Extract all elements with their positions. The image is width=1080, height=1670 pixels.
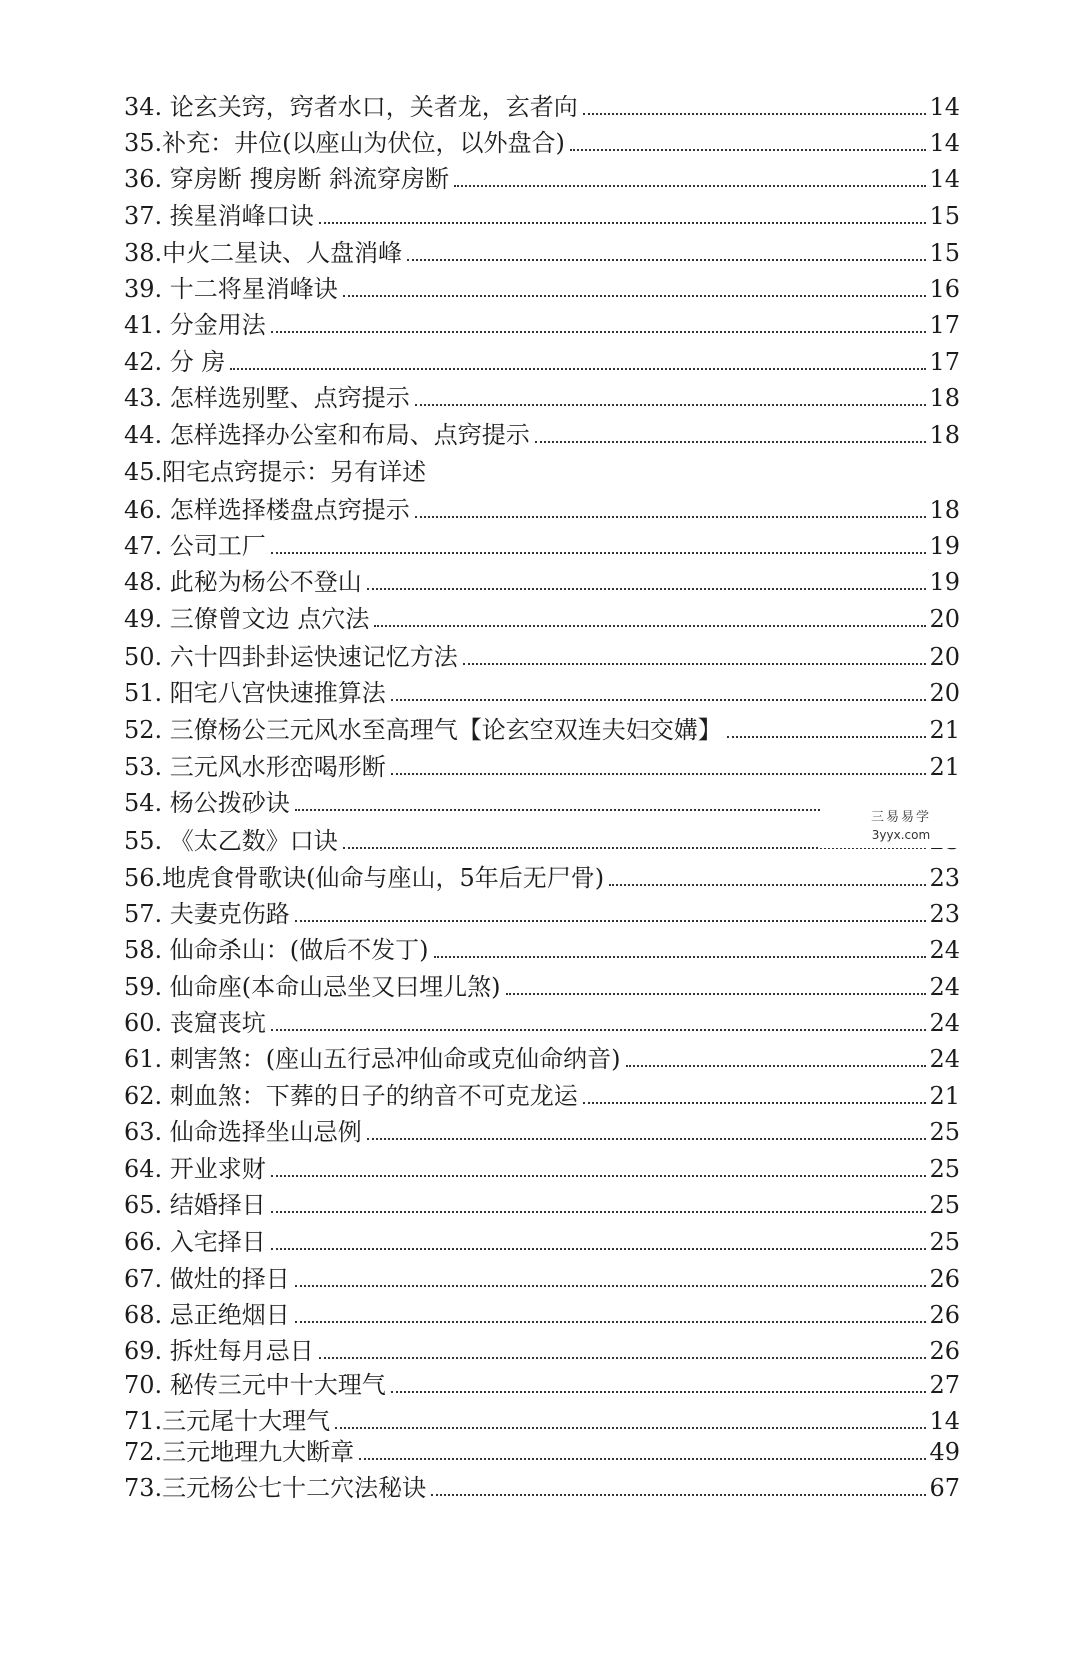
entry-title: 49. 三僚曾文边 点穴法 xyxy=(124,605,370,633)
toc-entry xyxy=(124,1111,960,1147)
dot-leader xyxy=(506,993,927,995)
entry-title: 51. 阳宅八宫快速推算法 xyxy=(124,679,386,707)
dot-leader xyxy=(374,625,926,627)
entry-title: 55. 《太乙数》口诀 xyxy=(124,827,338,855)
entry-title: 34. 论玄关窍，窍者水口，关者龙，玄者向 xyxy=(124,93,578,121)
entry-title: 56.地虎食骨歌诀(仙命与座山，5年后无尸骨) xyxy=(124,864,605,892)
dot-leader xyxy=(391,1391,927,1393)
dot-leader xyxy=(271,1029,927,1031)
dot-leader xyxy=(415,516,927,518)
toc-entry xyxy=(124,598,960,634)
entry-page-number: 18 xyxy=(929,384,960,412)
toc-entry xyxy=(124,561,960,597)
toc-entry xyxy=(124,1075,960,1111)
dot-leader xyxy=(367,588,927,590)
entry-title: 46. 怎样选择楼盘点窍提示 xyxy=(124,496,410,524)
entry-page-number: 19 xyxy=(929,568,960,596)
entry-title: 42. 分 房 xyxy=(124,348,226,376)
entry-title: 65. 结婚择日 xyxy=(124,1191,266,1219)
entry-page-number: 20 xyxy=(929,605,960,633)
entry-page-number: 14 xyxy=(929,129,960,157)
entry-page-number: 25 xyxy=(929,1191,960,1219)
entry-page-number: 67 xyxy=(929,1474,960,1502)
dot-leader xyxy=(271,331,927,333)
entry-title: 44. 怎样选择办公室和布局、点窍提示 xyxy=(124,421,530,449)
entry-page-number: 14 xyxy=(929,1407,960,1435)
entry-page-number: 21 xyxy=(929,753,960,781)
dot-leader xyxy=(295,1285,927,1287)
toc-entry xyxy=(124,636,960,672)
entry-title: 35.补充：井位(以座山为伏位，以外盘合) xyxy=(124,129,565,157)
entry-page-number: 21 xyxy=(929,1082,960,1110)
entry-page-number: 27 xyxy=(929,1371,960,1399)
watermark-brand: 三易易学 xyxy=(870,810,931,825)
toc-entry xyxy=(124,489,960,525)
toc-entry xyxy=(124,414,960,450)
toc-entry xyxy=(124,158,960,194)
entry-page-number: 24 xyxy=(929,1045,960,1073)
toc-entry xyxy=(124,232,960,268)
dot-leader xyxy=(295,1321,927,1323)
entry-page-number: 24 xyxy=(929,1009,960,1037)
toc-entry xyxy=(124,525,960,561)
entry-title: 61. 刺害煞：(座山五行忌冲仙命或克仙命纳音) xyxy=(124,1045,621,1073)
entry-page-number: 25 xyxy=(929,1228,960,1256)
dot-leader xyxy=(434,956,927,958)
entry-page-number: 18 xyxy=(929,421,960,449)
watermark-url: 3yyx.com xyxy=(871,828,931,842)
entry-title: 72.三元地理九大断章 xyxy=(124,1438,355,1466)
toc-entry xyxy=(124,1002,960,1038)
entry-page-number: 15 xyxy=(929,202,960,230)
toc-entry xyxy=(124,1148,960,1184)
entry-title: 53. 三元风水形峦喝形断 xyxy=(124,753,386,781)
entry-title: 71.三元尾十大理气 xyxy=(124,1407,331,1435)
entry-page-number: 23 xyxy=(929,864,960,892)
entry-title: 47. 公司工厂 xyxy=(124,532,266,560)
entry-page-number: 15 xyxy=(929,239,960,267)
toc-entry xyxy=(124,1294,960,1330)
entry-page-number: 19 xyxy=(929,532,960,560)
entry-title: 39. 十二将星消峰诀 xyxy=(124,275,338,303)
dot-leader xyxy=(535,441,927,443)
dot-leader xyxy=(727,736,927,738)
entry-title: 45.阳宅点窍提示：另有详述 xyxy=(124,458,427,486)
dot-leader xyxy=(319,222,927,224)
toc-entry xyxy=(124,1467,960,1503)
toc-entry xyxy=(124,268,960,304)
toc-entry xyxy=(124,86,960,122)
dot-leader xyxy=(271,552,927,554)
entry-title: 36. 穿房断 搜房断 斜流穿房断 xyxy=(124,165,450,193)
entry-page-number: 25 xyxy=(929,1118,960,1146)
dot-leader xyxy=(583,113,927,115)
toc-entry xyxy=(124,709,960,745)
dot-leader xyxy=(343,295,927,297)
entry-page-number: 24 xyxy=(929,973,960,1001)
toc-entry xyxy=(124,1258,960,1294)
entry-title: 41. 分金用法 xyxy=(124,311,266,339)
dot-leader xyxy=(271,1175,927,1177)
entry-page-number: 25 xyxy=(929,1155,960,1183)
toc-entry xyxy=(124,377,960,413)
toc-entry xyxy=(124,929,960,965)
entry-page-number: 26 xyxy=(929,1301,960,1329)
toc-entry xyxy=(124,122,960,158)
entry-page-number: 21 xyxy=(929,716,960,744)
toc-entry xyxy=(124,857,960,893)
entry-title: 43. 怎样选别墅、点窍提示 xyxy=(124,384,410,412)
toc-entry xyxy=(124,1038,960,1074)
entry-title: 37. 挨星消峰口诀 xyxy=(124,202,314,230)
dot-leader xyxy=(359,1458,926,1460)
entry-title: 48. 此秘为杨公不登山 xyxy=(124,568,362,596)
dot-leader xyxy=(319,1357,927,1359)
entry-title: 50. 六十四卦卦运快速记忆方法 xyxy=(124,643,458,671)
dot-leader xyxy=(570,149,927,151)
entry-title: 70. 秘传三元中十大理气 xyxy=(124,1371,386,1399)
entry-title: 59. 仙命座(本命山忌坐又曰埋儿煞) xyxy=(124,973,501,1001)
entry-title: 63. 仙命选择坐山忌例 xyxy=(124,1118,362,1146)
dot-leader xyxy=(609,884,926,886)
dot-leader xyxy=(626,1065,927,1067)
toc-entry xyxy=(124,1364,960,1400)
entry-title: 64. 开业求财 xyxy=(124,1155,266,1183)
dot-leader xyxy=(431,1494,926,1496)
entry-title: 67. 做灶的择日 xyxy=(124,1265,290,1293)
toc-entry xyxy=(124,746,960,782)
entry-page-number: 17 xyxy=(929,348,960,376)
entry-page-number: 26 xyxy=(929,1337,960,1365)
toc-entry xyxy=(124,1330,960,1366)
entry-page-number: 16 xyxy=(929,275,960,303)
toc-entry xyxy=(124,893,960,929)
entry-title: 52. 三僚杨公三元风水至高理气【论玄空双连夫妇交媾】 xyxy=(124,716,722,744)
entry-title: 73.三元杨公七十二穴法秘诀 xyxy=(124,1474,427,1502)
dot-leader xyxy=(407,259,926,261)
site-watermark xyxy=(820,800,982,848)
toc-entry xyxy=(124,304,960,340)
entry-title: 69. 拆灶每月忌日 xyxy=(124,1337,314,1365)
dot-leader xyxy=(335,1427,926,1429)
dot-leader xyxy=(391,699,927,701)
entry-title: 57. 夫妻克伤路 xyxy=(124,900,290,928)
entry-page-number: 18 xyxy=(929,496,960,524)
toc-entry xyxy=(124,195,960,231)
entry-page-number: 24 xyxy=(929,936,960,964)
dot-leader xyxy=(271,1248,927,1250)
toc-entry xyxy=(124,1184,960,1220)
dot-leader xyxy=(583,1102,927,1104)
entry-page-number: 14 xyxy=(929,93,960,121)
entry-title: 60. 丧窟丧坑 xyxy=(124,1009,266,1037)
entry-page-number: 20 xyxy=(929,643,960,671)
entry-page-number: 49 xyxy=(929,1438,960,1466)
toc-entry xyxy=(124,341,960,377)
entry-title: 38.中火二星诀、人盘消峰 xyxy=(124,239,403,267)
dot-leader xyxy=(463,663,927,665)
dot-leader xyxy=(391,773,927,775)
dot-leader xyxy=(415,404,927,406)
entry-title: 58. 仙命杀山：(做后不发丁) xyxy=(124,936,429,964)
dot-leader xyxy=(295,920,927,922)
entry-page-number: 14 xyxy=(929,165,960,193)
entry-page-number: 20 xyxy=(929,679,960,707)
dot-leader xyxy=(454,185,926,187)
dot-leader xyxy=(230,368,926,370)
entry-title: 66. 入宅择日 xyxy=(124,1228,266,1256)
toc-entry xyxy=(124,966,960,1002)
entry-title: 62. 刺血煞：下葬的日子的纳音不可克龙运 xyxy=(124,1082,578,1110)
toc-entry xyxy=(124,1431,960,1467)
entry-page-number: 26 xyxy=(929,1265,960,1293)
toc-entry xyxy=(124,451,960,487)
entry-page-number: 17 xyxy=(929,311,960,339)
entry-title: 68. 忌正绝烟日 xyxy=(124,1301,290,1329)
dot-leader xyxy=(271,1211,927,1213)
entry-page-number: 23 xyxy=(929,900,960,928)
toc-entry xyxy=(124,1221,960,1257)
entry-title: 54. 杨公拨砂诀 xyxy=(124,789,290,817)
toc-entry xyxy=(124,672,960,708)
dot-leader xyxy=(367,1138,927,1140)
